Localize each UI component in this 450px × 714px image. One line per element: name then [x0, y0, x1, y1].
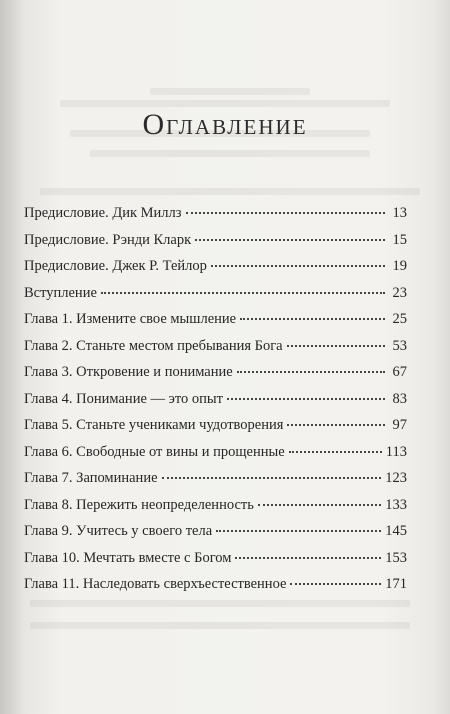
toc-leader-dots: [101, 292, 385, 294]
toc-page-number: 53: [392, 337, 407, 354]
toc-page-number: 83: [392, 390, 407, 407]
toc-entry[interactable]: [24, 497, 407, 524]
toc-entry-label: Глава 4. Понимание — это опыт: [24, 390, 223, 407]
toc-leader-dots: [240, 318, 385, 320]
toc-entry[interactable]: [24, 444, 407, 471]
toc-entry-label: Предисловие. Дик Миллз: [24, 205, 182, 221]
toc-entry[interactable]: [24, 417, 407, 444]
toc-page-number: 23: [392, 284, 407, 301]
toc-leader-dots: [186, 212, 386, 214]
toc-entry[interactable]: [24, 258, 407, 285]
toc-leader-dots: [287, 424, 385, 426]
toc-leader-dots: [237, 371, 385, 373]
toc-leader-dots: [235, 557, 381, 559]
toc-page-number: 123: [385, 470, 407, 486]
toc-leader-dots: [287, 345, 385, 347]
toc-leader-dots: [211, 265, 385, 267]
table-of-contents: [24, 205, 407, 603]
toc-entry[interactable]: [24, 523, 407, 550]
toc-page-number: 113: [385, 443, 407, 460]
toc-page-number: 13: [392, 205, 407, 221]
toc-entry[interactable]: [24, 576, 407, 603]
toc-entry-label: Вступление: [24, 284, 97, 301]
toc-leader-dots: [258, 504, 381, 506]
toc-entry-label: Глава 8. Пережить неопределенность: [24, 496, 254, 513]
contents-title: Оглавление: [142, 108, 308, 141]
toc-entry-label: Глава 10. Мечтать вместе с Богом: [24, 549, 232, 566]
toc-entry-label: Предисловие. Рэнди Кларк: [24, 231, 192, 248]
toc-entry[interactable]: [24, 470, 407, 497]
toc-entry[interactable]: [24, 205, 407, 232]
toc-entry-label: Предисловие. Джек Р. Тейлор: [24, 258, 207, 274]
toc-entry-label: Глава 6. Свободные от вины и прощенные: [24, 443, 285, 460]
toc-entry[interactable]: [24, 391, 407, 418]
toc-leader-dots: [290, 583, 381, 585]
toc-entry-label: Глава 5. Станьте учениками чудотворения: [24, 417, 284, 433]
toc-entry[interactable]: [24, 550, 407, 577]
toc-page-number: 15: [392, 231, 407, 248]
toc-leader-dots: [289, 451, 382, 453]
toc-page-number: 25: [392, 311, 407, 327]
toc-leader-dots: [227, 398, 385, 400]
toc-entry[interactable]: [24, 311, 407, 338]
toc-page-number: 19: [392, 258, 407, 274]
toc-page-number: 171: [385, 576, 407, 592]
toc-entry-label: Глава 11. Наследовать сверхъестественное: [24, 576, 287, 592]
toc-leader-dots: [162, 477, 382, 479]
toc-entry[interactable]: [24, 232, 407, 259]
toc-page-number: 97: [392, 417, 407, 433]
toc-entry-label: Глава 3. Откровение и понимание: [24, 364, 233, 380]
toc-entry[interactable]: [24, 285, 407, 312]
toc-leader-dots: [195, 239, 385, 241]
toc-leader-dots: [216, 530, 381, 532]
toc-page-number: 153: [385, 549, 407, 566]
toc-entry-label: Глава 7. Запоминание: [24, 470, 158, 486]
toc-page-number: 67: [392, 364, 407, 380]
toc-entry-label: Глава 2. Станьте местом пребывания Бога: [24, 337, 283, 354]
toc-page-number: 133: [385, 496, 407, 513]
toc-entry[interactable]: [24, 338, 407, 365]
toc-page-number: 145: [385, 523, 407, 539]
toc-entry-label: Глава 1. Измените свое мышление: [24, 311, 237, 327]
toc-entry[interactable]: [24, 364, 407, 391]
toc-entry-label: Глава 9. Учитесь у своего тела: [24, 523, 213, 539]
